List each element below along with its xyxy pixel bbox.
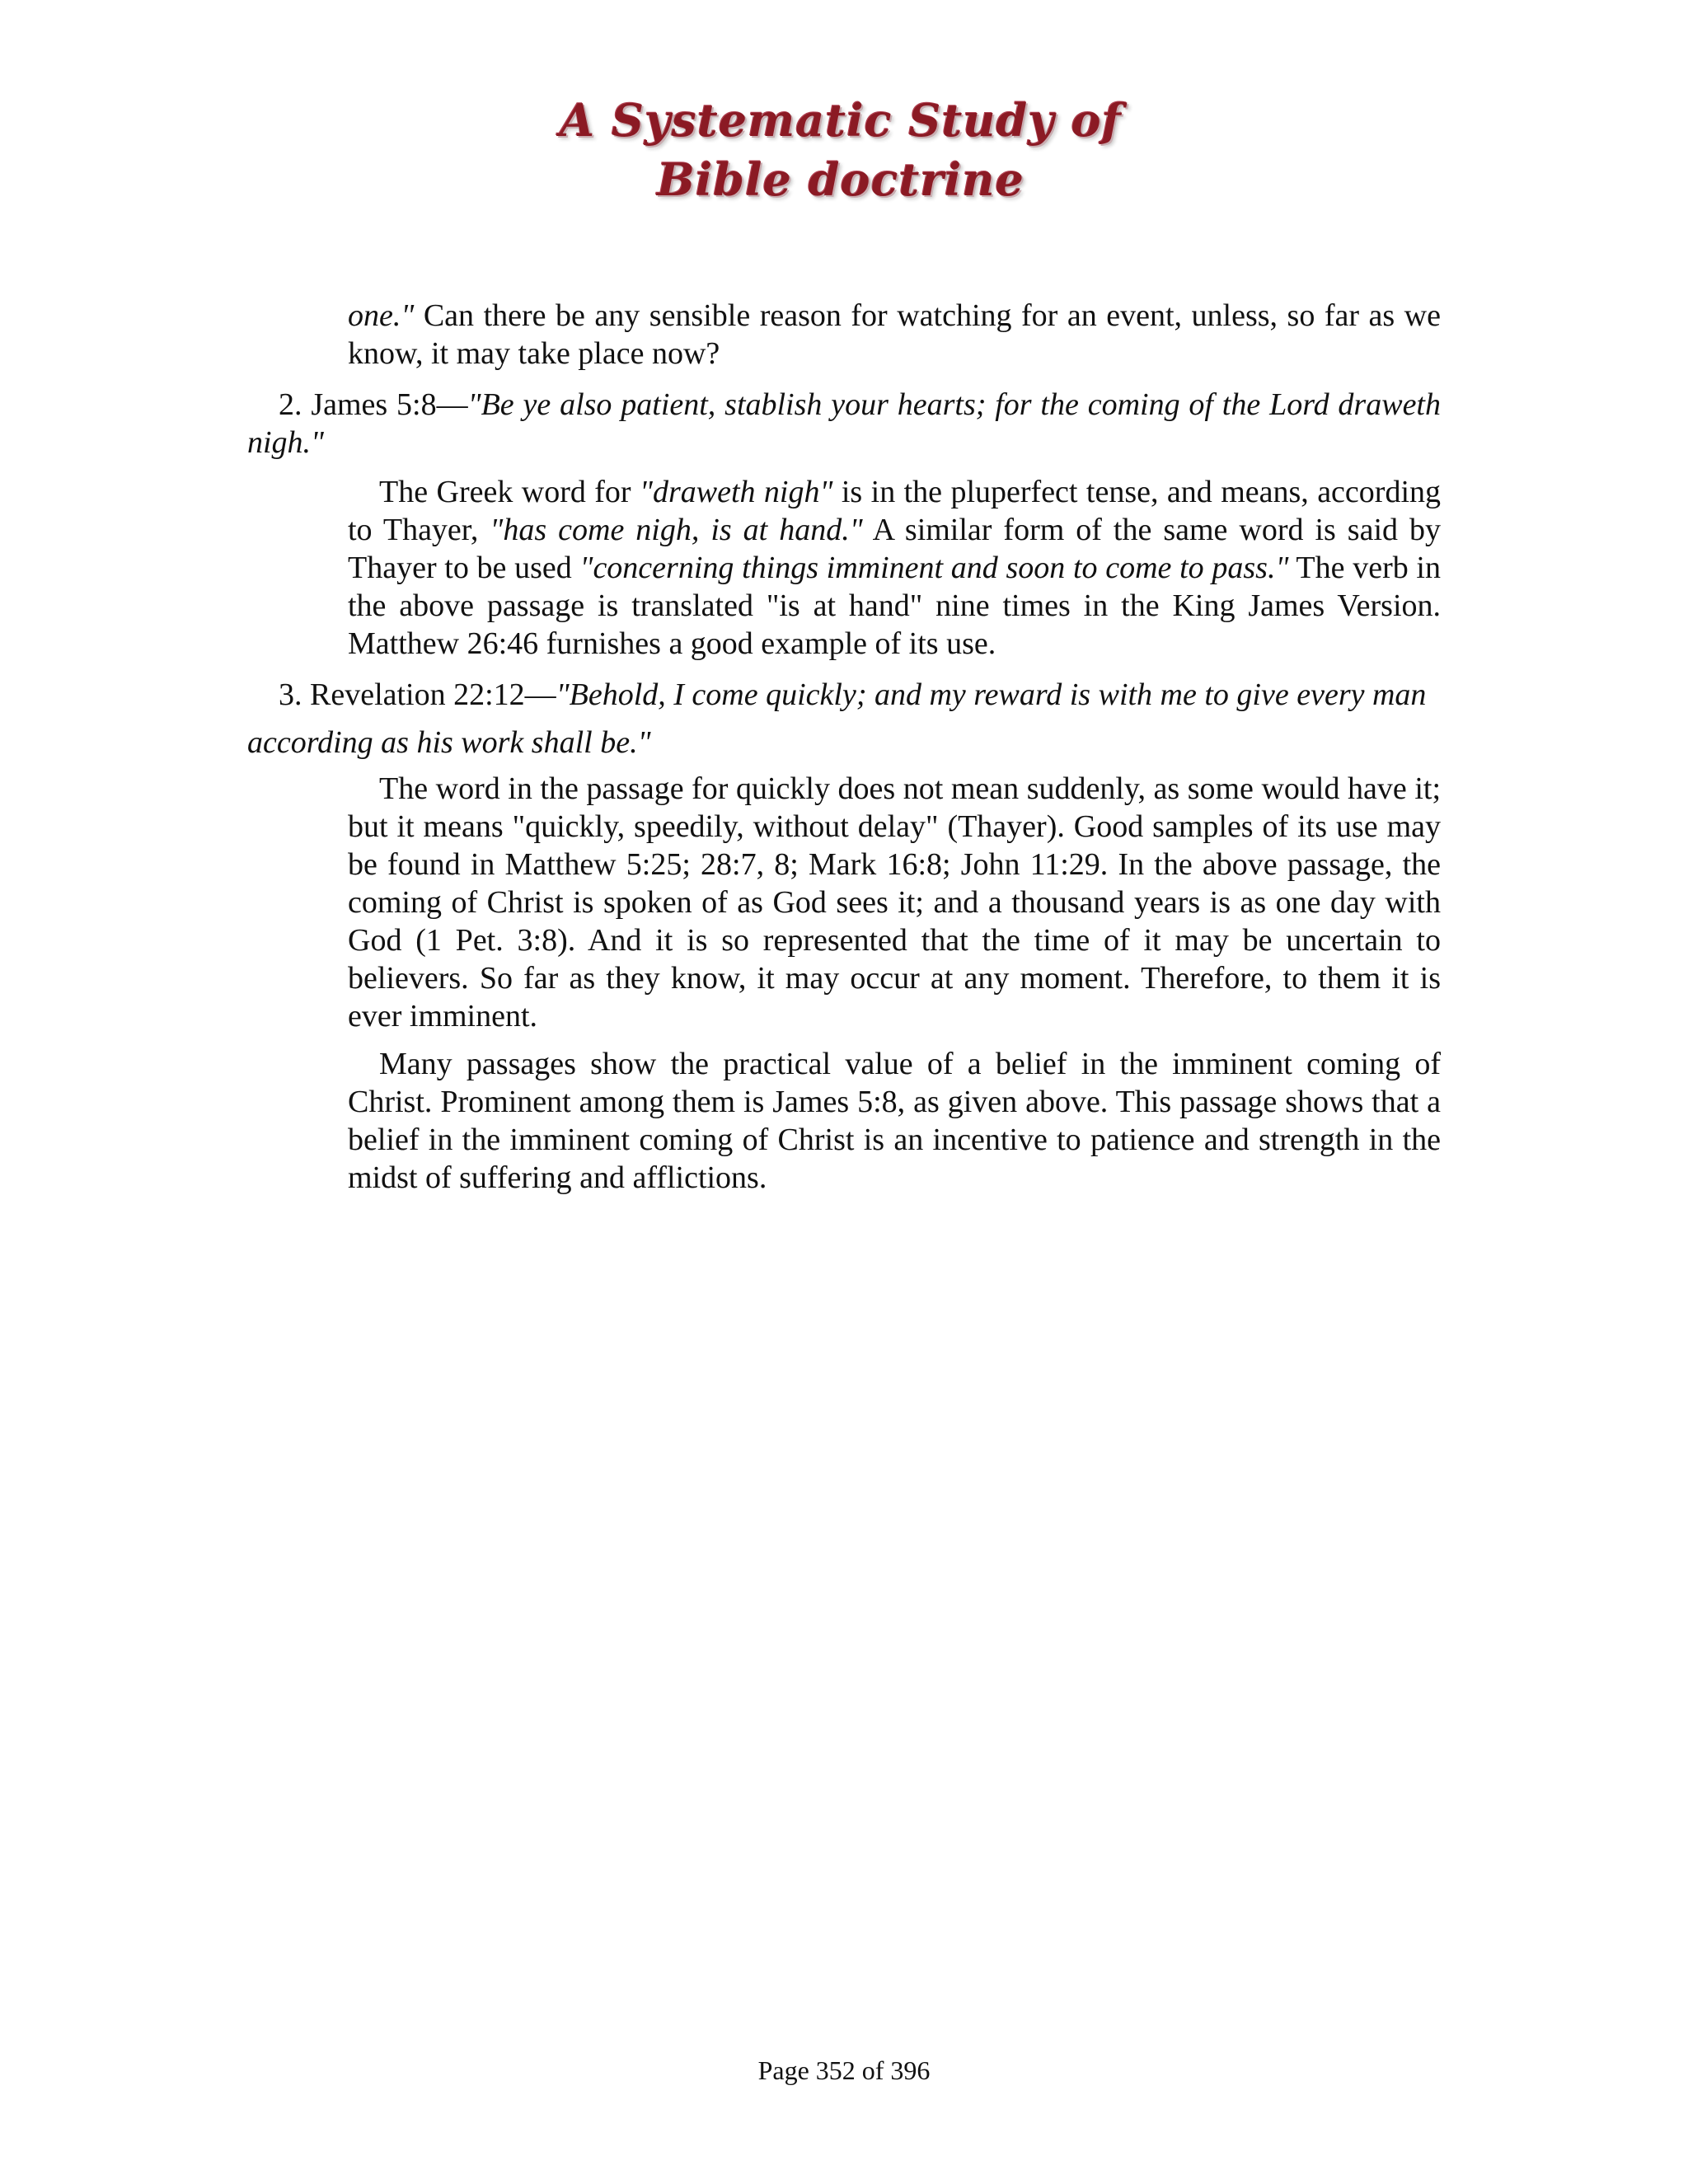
paragraph-greek-word <box>348 473 1441 663</box>
scripture-quote: "Behold, I come quickly; and my reward is with me to give every man according as his work shall be." <box>247 677 1427 760</box>
scripture-reference: 3. Revelation 22:12— <box>279 677 556 712</box>
paragraph-text: The Greek word for <box>379 475 640 509</box>
scripture-reference: 2. James 5:8— <box>279 387 468 422</box>
quote-fragment: "has come nigh, is at hand." <box>490 513 863 547</box>
paragraph-text: The verb in the above passage is translated "is at hand" nine times in the King James Version. Matthew 26:46 furnishes a good example of its use. <box>348 551 1441 661</box>
paragraph-quickly: The word in the passage for quickly does not mean suddenly, as some would have it; but it means "quickly, speedily, without delay" (Thayer). Good samples of its use may be found in Matthew 5:25; 28:7, 8; Mark 16:8; John 11:29. In the above passage, the coming of Christ is spoken of as God sees it; and a thousand years is as one day with God (1 Pet. 3:8). And it is so represented that the time of it may be uncertain to believers. So far as they know, it may occur at any moment. Therefore, to them it is ever imminent. <box>348 771 1441 1033</box>
paragraph-continuation <box>348 297 1441 373</box>
quote-fragment: "draweth nigh" <box>640 475 833 509</box>
scripture-quote: "Be ye also patient, stablish your hearts; for the coming of the Lord draweth nigh." <box>247 387 1441 460</box>
paragraph-text: Can there be any sensible reason for watching for an event, unless, so far as we know, it may take place now? <box>348 298 1441 371</box>
quote-fragment: "concerning things imminent and soon to come to pass." <box>579 551 1289 585</box>
paragraph-practical-value: Many passages show the practical value of a belief in the imminent coming of Christ. Prominent among them is James 5:8, as given above. This passage shows that a belief in the imminent coming of Christ is an incentive to patience and strength in the midst of suffering and afflictions. <box>348 1047 1441 1195</box>
page-number: Page 352 of 396 <box>757 2055 931 2085</box>
scripture-item-revelation <box>247 671 1441 766</box>
header-logo <box>544 91 1137 214</box>
logo-line-2: Bible doctrine <box>657 153 1025 206</box>
quote-fragment: one." <box>348 298 415 333</box>
paragraph-text: A similar form of the same word is said by Thayer to be used <box>348 513 1441 585</box>
scripture-item-james <box>247 386 1441 462</box>
paragraph-text: is in the pluperfect tense, and means, according to Thayer, <box>348 475 1442 547</box>
logo-line-1: A Systematic Study of <box>560 94 1122 147</box>
